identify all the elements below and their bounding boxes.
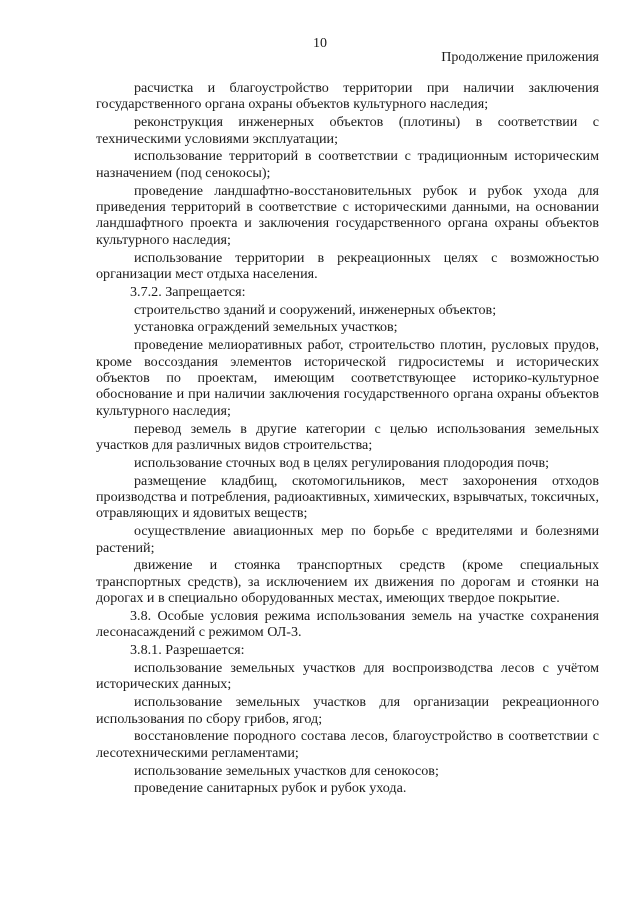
section-heading: 3.8.1. Разрешается: bbox=[130, 642, 245, 659]
paragraph: строительство зданий и сооружений, инженерных объектов; bbox=[134, 301, 497, 318]
section-heading: 3.7.2. Запрещается: bbox=[130, 283, 246, 300]
page-number: 10 bbox=[313, 36, 327, 51]
paragraph: установка ограждений земельных участков; bbox=[134, 319, 398, 336]
paragraph: использование земельных участков для воспроизводства лесов с учётом исторических данных; bbox=[96, 660, 599, 693]
document-body bbox=[96, 80, 599, 798]
paragraph: использование территории в рекреационных целях с возможностью организации мест отдыха населения. bbox=[96, 249, 599, 283]
appendix-continuation-note: Продолжение приложения bbox=[441, 50, 599, 65]
paragraph: перевод земель в другие категории с целью использования земельных участков для различных видов строительства; bbox=[96, 420, 599, 454]
paragraph: использование территорий в соответствии с традиционным историческим назначением (под сенокосы); bbox=[96, 148, 599, 181]
paragraph: движение и стоянка транспортных средств (кроме специальных транспортных средств), за исключением их движения по дорогам и стоянки на дорогах и в специально оборудованных местах, имеющих твердое покрытие. bbox=[96, 557, 599, 607]
paragraph: использование земельных участков для организации рекреационного использования по сбору грибов, ягод; bbox=[96, 694, 599, 727]
paragraph: осуществление авиационных мер по борьбе с вредителями и болезнями растений; bbox=[96, 523, 599, 556]
paragraph: размещение кладбищ, скотомогильников, мест захоронения отходов производства и потребления, радиоактивных, химических, взрывчатых, токсичных, отравляющих и ядовитых веществ; bbox=[96, 472, 599, 522]
paragraph: проведение ландшафтно-восстановительных рубок и рубок ухода для приведения территорий в соответствие с историческими данными, на основании ландшафтного проекта и заключения государственного органа охраны объектов культурного наследия; bbox=[96, 182, 599, 248]
paragraph: использование земельных участков для сенокосов; bbox=[134, 762, 439, 779]
paragraph: расчистка и благоустройство территории при наличии заключения государственного органа охраны объектов культурного наследия; bbox=[96, 80, 599, 113]
paragraph: проведение мелиоративных работ, строительство плотин, русловых прудов, кроме воссоздания элементов исторической гидросистемы и исторических объектов по проектам, имеющим соответствующее историко-культурное обоснование и при наличии заключения государственного органа охраны объектов культурного наследия; bbox=[96, 337, 599, 419]
paragraph: реконструкция инженерных объектов (плотины) в соответствии с техническими условиями эксплуатации; bbox=[96, 114, 599, 147]
paragraph: проведение санитарных рубок и рубок ухода. bbox=[134, 780, 407, 797]
paragraph: использование сточных вод в целях регулирования плодородия почв; bbox=[134, 454, 550, 471]
paragraph: восстановление породного состава лесов, благоустройство в соответствии с лесотехническими регламентами; bbox=[96, 728, 599, 761]
section-heading: 3.8. Особые условия режима использования земель на участке сохранения лесонасаждений с режимом ОЛ-3. bbox=[96, 608, 599, 641]
